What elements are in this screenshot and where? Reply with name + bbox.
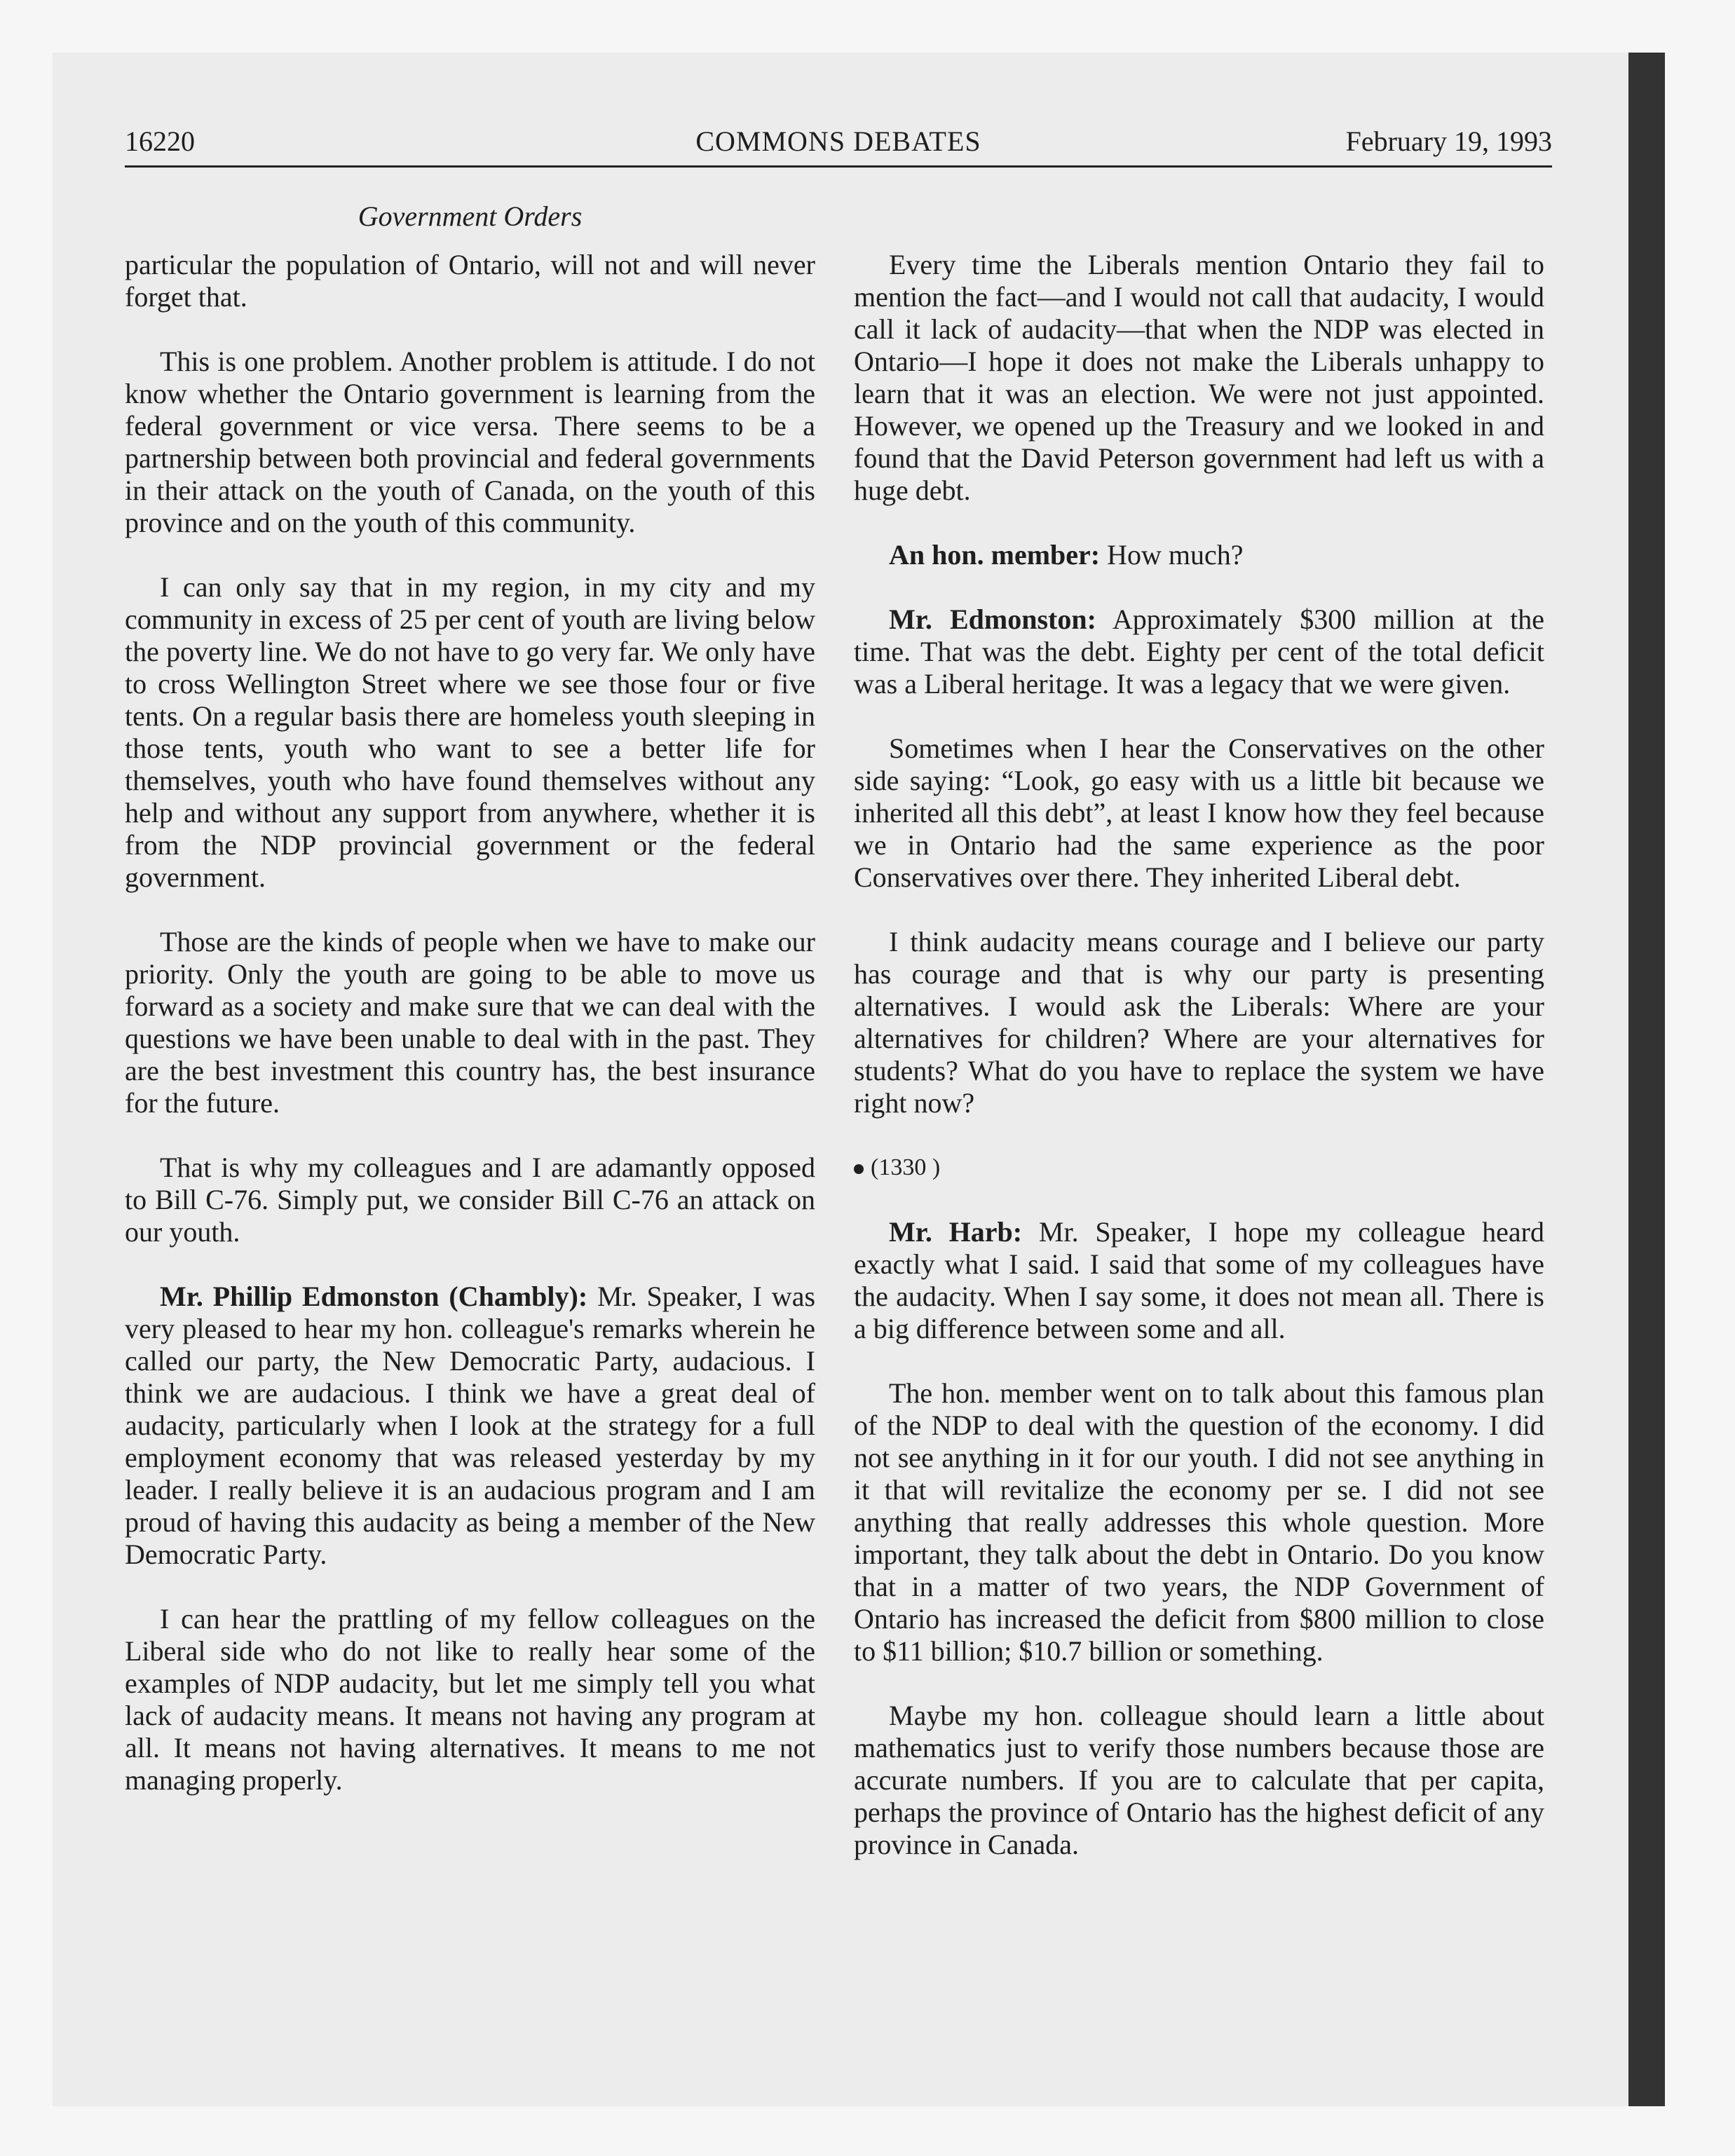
- paragraph-text: I think audacity means courage and I believe our party has courage and that is why our party is presenting alternatives. I would ask the Liberals: Where are your alternatives for children? Where are your alternatives for students? What do you have to replace the system we have right now?: [854, 926, 1544, 1119]
- paragraph-text: I can hear the prattling of my fellow colleagues on the Liberal side who do not like to really hear some of the examples of NDP audacity, but let me simply tell you what lack of audacity means. It means not having any program at all. It means not having alternatives. It means to me not managing properly.: [125, 1603, 815, 1796]
- scan-edge-shadow: [1628, 53, 1665, 2106]
- page-number: 16220: [125, 125, 195, 157]
- text-paragraph: [854, 1377, 1544, 1667]
- paragraph-text: How much?: [1107, 539, 1244, 571]
- text-paragraph: [854, 1700, 1544, 1861]
- issue-date: February 19, 1993: [1345, 125, 1552, 157]
- text-paragraph: [125, 571, 815, 894]
- paragraph-text: Sometimes when I hear the Conservatives on the other side saying: “Look, go easy with us a little bit because we inherited all this debt”, at least I know how they feel because we in Ontario had the same experience as the poor Conservatives over there. They inherited Liberal debt.: [854, 732, 1544, 893]
- text-paragraph: [854, 249, 1544, 507]
- left-column: [125, 249, 815, 1829]
- paragraph-text: Those are the kinds of people when we have to make our priority. Only the youth are going to be able to move us forward as a society and make sure that we can deal with the questions we have been unable to deal with in the past. They are the best investment this country has, the best insurance for the future.: [125, 926, 815, 1119]
- paragraph-text: Approximately $300 million at the time. That was the debt. Eighty per cent of the total deficit was a Liberal heritage. It was a legacy that we were given.: [854, 603, 1545, 700]
- text-paragraph: [125, 1603, 815, 1796]
- speaker-name: Mr. Edmonston:: [889, 603, 1096, 635]
- speech-paragraph: [125, 1281, 815, 1571]
- speaker-name: Mr. Harb:: [889, 1216, 1023, 1248]
- speech-paragraph: [854, 603, 1544, 700]
- header-rule: [125, 165, 1552, 168]
- paragraph-text: This is one problem. Another problem is attitude. I do not know whether the Ontario government is learning from the federal government or vice versa. There seems to be a partnership between both provincial and federal governments in their attack on the youth of Canada, on the youth of this province and on the youth of this community.: [125, 346, 815, 538]
- paragraph-text: Every time the Liberals mention Ontario they fail to mention the fact—and I would not call that audacity, I would call it lack of audacity—that when the NDP was elected in Ontario—I hope it does not make the Liberals unhappy to learn that it was an election. We were not just appointed. However, we opened up the Treasury and we looked in and found that the David Peterson government had left us with a huge debt.: [854, 249, 1544, 506]
- paragraph-text: That is why my colleagues and I are adamantly opposed to Bill C-76. Simply put, we consider Bill C-76 an attack on our youth.: [125, 1152, 815, 1248]
- paragraph-text: I can only say that in my region, in my city and my community in excess of 25 per cent of youth are living below the poverty line. We do not have to go very far. We only have to cross Wellington Street where we see those four or five tents. On a regular basis there are homeless youth sleeping in those tents, youth who want to see a better life for themselves, youth who have found themselves without any help and without any support from anywhere, whether it is from the NDP provincial government or the federal government.: [125, 571, 815, 893]
- speaker-name: Mr. Phillip Edmonston (Chambly):: [160, 1281, 588, 1312]
- time-marker-text: (1330 ): [871, 1154, 941, 1180]
- bullet-icon: [854, 1164, 864, 1174]
- publication-title: COMMONS DEBATES: [695, 125, 981, 157]
- time-marker: [854, 1152, 1544, 1184]
- text-paragraph: [854, 926, 1544, 1119]
- text-paragraph: [125, 249, 815, 313]
- paragraph-text: Mr. Speaker, I was very pleased to hear my hon. colleague's remarks wherein he called our party, the New Democratic Party, audacious. I think we are audacious. I think we have a great deal of audacity, particularly when I look at the strategy for a full employment economy that was released yesterday by my leader. I really believe it is an audacious program and I am proud of having this audacity as being a member of the New Democratic Party.: [125, 1281, 816, 1570]
- text-paragraph: [125, 346, 815, 539]
- right-column: [854, 249, 1544, 1893]
- paragraph-text: Maybe my hon. colleague should learn a little about mathematics just to verify those numbers because those are accurate numbers. If you are to calculate that per capita, perhaps the province of Ontario has the highest deficit of any province in Canada.: [854, 1700, 1544, 1860]
- paragraph-text: Mr. Speaker, I hope my colleague heard exactly what I said. I said that some of my colleagues have the audacity. When I say some, it does not mean all. There is a big difference between some and all.: [854, 1216, 1544, 1344]
- speech-paragraph: [854, 539, 1544, 571]
- speaker-name: An hon. member:: [889, 539, 1101, 571]
- text-paragraph: [125, 926, 815, 1119]
- text-paragraph: [125, 1152, 815, 1248]
- text-paragraph: [854, 732, 1544, 894]
- paragraph-text: particular the population of Ontario, will not and will never forget that.: [125, 249, 815, 313]
- page-header: [125, 125, 1552, 167]
- section-title: Government Orders: [358, 200, 583, 232]
- speech-paragraph: [854, 1216, 1544, 1345]
- paragraph-text: The hon. member went on to talk about this famous plan of the NDP to deal with the question of the economy. I did not see anything in it for our youth. I did not see anything in it that will revitalize the economy per se. I did not see anything that really addresses this whole question. More important, they talk about the debt in Ontario. Do you know that in a matter of two years, the NDP Government of Ontario has increased the deficit from $800 million to close to $11 billion; $10.7 billion or something.: [854, 1377, 1544, 1667]
